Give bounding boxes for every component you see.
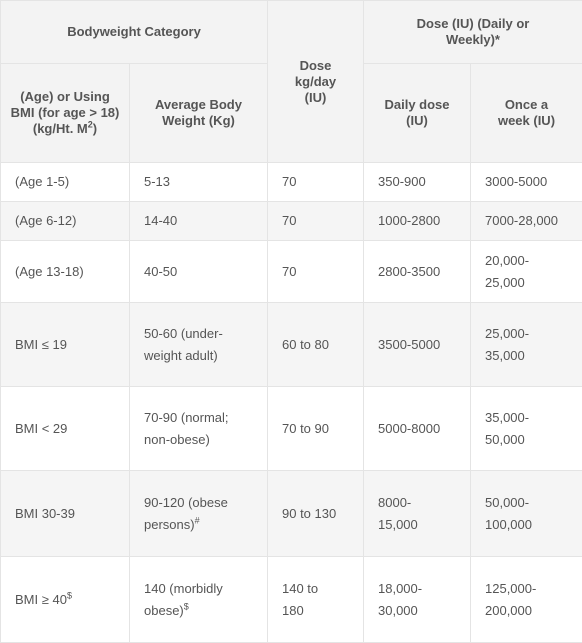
category-cell [1, 163, 130, 202]
table-row [1, 303, 582, 387]
category-cell [1, 303, 130, 387]
table-row [1, 471, 582, 557]
category-text: BMI 30-39 [15, 506, 75, 521]
weekly-dose-cell: 3000-5000 [471, 163, 582, 202]
weekly-dose-cell: 20,000-25,000 [471, 241, 582, 303]
daily-dose-cell: 1000-2800 [364, 202, 471, 241]
daily-dose-cell: 5000-8000 [364, 387, 471, 471]
weight-cell [130, 303, 268, 387]
table-row [1, 163, 582, 202]
table-row [1, 202, 582, 241]
dose-cell: 60 to 80 [268, 303, 364, 387]
weight-cell [130, 163, 268, 202]
weekly-dose-cell: 25,000-35,000 [471, 303, 582, 387]
weight-superscript: $ [184, 601, 189, 611]
weekly-dose-cell: 50,000-100,000 [471, 471, 582, 557]
weight-text: 140 (morbidly obese) [144, 581, 223, 618]
table-row [1, 557, 582, 643]
dose-iu-label: Dose (IU) (Daily or Weekly)* [408, 16, 538, 48]
daily-dose-cell: 2800-3500 [364, 241, 471, 303]
table-row [1, 387, 582, 471]
dose-cell: 140 to 180 [268, 557, 364, 643]
dose-cell: 70 [268, 241, 364, 303]
category-text: BMI < 29 [15, 421, 67, 436]
daily-dose-cell: 18,000-30,000 [364, 557, 471, 643]
age-or-bmi-label-end: ) [93, 121, 97, 136]
dose-cell: 90 to 130 [268, 471, 364, 557]
weight-cell [130, 557, 268, 643]
daily-dose-label: Daily dose (IU) [379, 97, 455, 129]
weight-text: 14-40 [144, 213, 177, 228]
dose-cell: 70 [268, 202, 364, 241]
age-or-bmi-superscript: 2 [88, 120, 93, 130]
category-text: (Age 6-12) [15, 213, 76, 228]
daily-dose-cell: 8000-15,000 [364, 471, 471, 557]
average-body-weight-label: Average Body Weight (Kg) [149, 97, 249, 129]
weight-text: 90-120 (obese persons) [144, 495, 228, 532]
weight-cell [130, 471, 268, 557]
weight-cell [130, 241, 268, 303]
category-cell [1, 387, 130, 471]
table-row [1, 241, 582, 303]
category-text: BMI ≤ 19 [15, 337, 67, 352]
dose-kg-day-header [268, 1, 364, 163]
daily-dose-cell: 3500-5000 [364, 303, 471, 387]
category-cell [1, 241, 130, 303]
age-or-bmi-header [1, 64, 130, 163]
daily-dose-header [364, 64, 471, 163]
dose-cell: 70 [268, 163, 364, 202]
weight-superscript: # [195, 515, 200, 525]
weight-text: 5-13 [144, 174, 170, 189]
weekly-dose-cell: 125,000-200,000 [471, 557, 582, 643]
category-cell [1, 202, 130, 241]
dose-kg-day-label: Dose kg/day (IU) [288, 58, 344, 106]
category-cell [1, 557, 130, 643]
weight-text: 70-90 (normal; non-obese) [144, 410, 229, 447]
weekly-dose-cell: 7000-28,000 [471, 202, 582, 241]
once-a-week-header [471, 64, 582, 163]
age-or-bmi-label: (Age) or Using BMI (for age > 18) (kg/Ht. M [11, 89, 120, 136]
weight-cell [130, 387, 268, 471]
category-cell [1, 471, 130, 557]
dose-iu-header [364, 1, 582, 64]
dose-cell: 70 to 90 [268, 387, 364, 471]
daily-dose-cell: 350-900 [364, 163, 471, 202]
weight-cell [130, 202, 268, 241]
weekly-dose-cell: 35,000-50,000 [471, 387, 582, 471]
bodyweight-category-header: Bodyweight Category [1, 1, 268, 64]
once-a-week-label: Once a week (IU) [497, 97, 557, 129]
weight-text: 40-50 [144, 264, 177, 279]
average-body-weight-header [130, 64, 268, 163]
category-text: (Age 1-5) [15, 174, 69, 189]
category-text: BMI ≥ 40 [15, 592, 67, 607]
category-text: (Age 13-18) [15, 264, 84, 279]
category-superscript: $ [67, 590, 72, 600]
weight-text: 50-60 (under-weight adult) [144, 326, 223, 363]
